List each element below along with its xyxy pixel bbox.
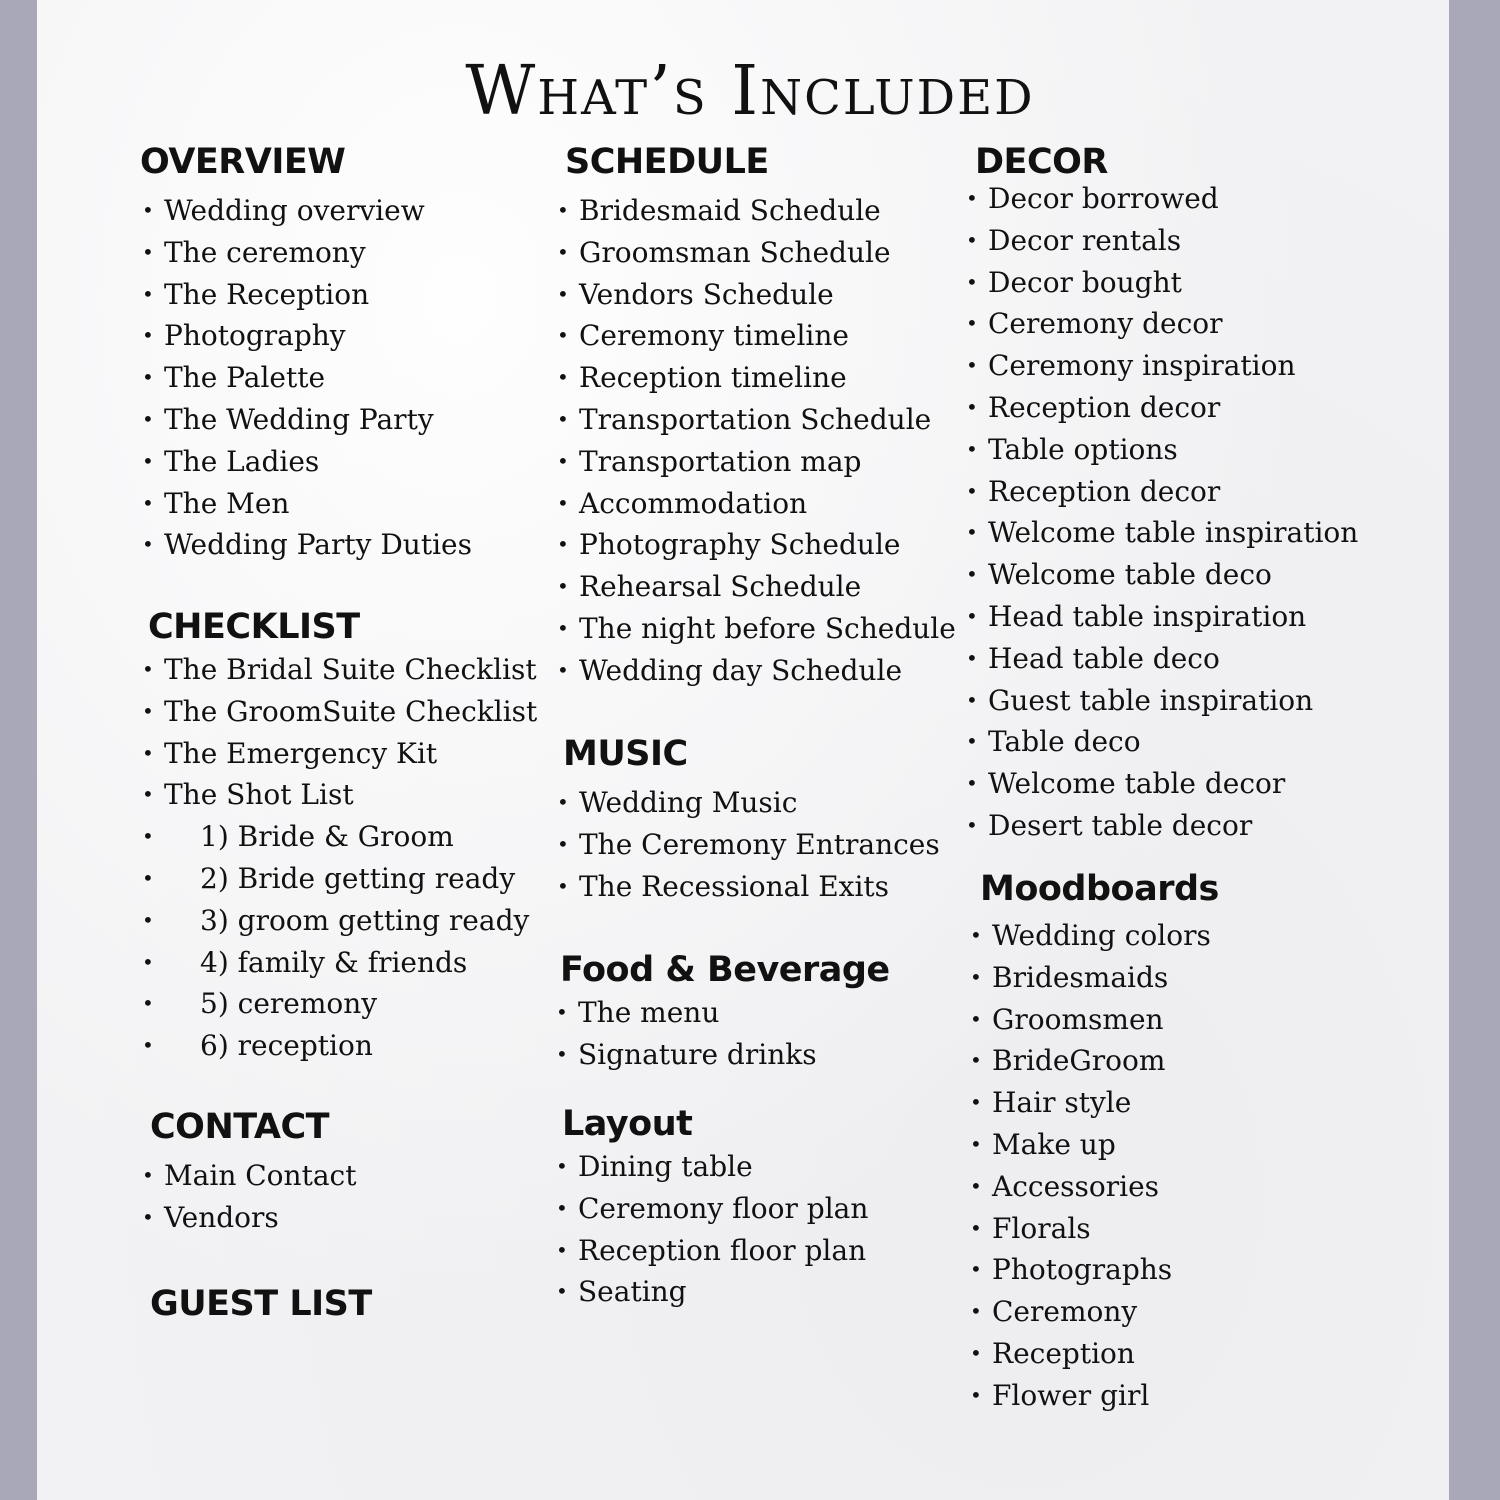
music-heading: MUSIC (563, 734, 688, 774)
list-item: • Groomsmen (968, 999, 1219, 1041)
list-item: • Bridesmaid Schedule (555, 190, 956, 232)
list-item: • Make up (968, 1124, 1219, 1166)
checklist-section (148, 605, 537, 1067)
schedule-heading: SCHEDULE (565, 142, 769, 182)
list-item: • Welcome table inspiration (964, 512, 1358, 554)
list-item: • Signature drinks (554, 1034, 890, 1076)
list-item: • Bridesmaids (968, 957, 1219, 999)
list-item: • BrideGroom (968, 1040, 1219, 1082)
list-item: • 3) groom getting ready (140, 900, 537, 942)
list-item: • Reception decor (964, 387, 1358, 429)
list-item: • Florals (968, 1208, 1219, 1250)
list-item: • Head table deco (964, 638, 1358, 680)
list-item: • The night before Schedule (555, 608, 956, 650)
list-item: • Guest table inspiration (964, 680, 1358, 722)
list-item: • Seating (554, 1271, 868, 1313)
schedule-section (565, 140, 956, 692)
layout-list (554, 1146, 868, 1313)
list-item: • The Wedding Party (140, 399, 472, 441)
food-heading: Food & Beverage (560, 950, 890, 990)
contact-section (150, 1105, 356, 1239)
list-item: • 2) Bride getting ready (140, 858, 537, 900)
overview-section (140, 140, 472, 566)
list-item: • Wedding day Schedule (555, 650, 956, 692)
list-item: • The GroomSuite Checklist (140, 691, 537, 733)
list-item: • 5) ceremony (140, 983, 537, 1025)
layout-section (562, 1102, 868, 1313)
guest-list-section (150, 1282, 372, 1332)
list-item: • Ceremony decor (964, 303, 1358, 345)
list-item: • The Reception (140, 274, 472, 316)
list-item: • The ceremony (140, 232, 472, 274)
layout-heading: Layout (562, 1104, 693, 1144)
list-item: • Main Contact (140, 1155, 356, 1197)
list-item: • The Palette (140, 357, 472, 399)
list-item: • The Bridal Suite Checklist (140, 649, 537, 691)
page-title: What’s Included (465, 52, 1035, 131)
checklist-list (140, 649, 537, 1067)
list-item: • Ceremony (968, 1291, 1219, 1333)
decor-heading: DECOR (975, 142, 1108, 182)
list-item: • The menu (554, 992, 890, 1034)
list-item: • Wedding overview (140, 190, 472, 232)
food-list (554, 992, 890, 1076)
list-item: • Accommodation (555, 483, 956, 525)
list-item: • Ceremony floor plan (554, 1188, 868, 1230)
list-item: • Photographs (968, 1249, 1219, 1291)
list-item: • Wedding colors (968, 915, 1219, 957)
moodboards-list (968, 915, 1219, 1417)
list-item: • Vendors (140, 1197, 356, 1239)
list-item: • Dining table (554, 1146, 868, 1188)
list-item: • Reception decor (964, 471, 1358, 513)
list-item: • Welcome table deco (964, 554, 1358, 596)
list-item: • Ceremony inspiration (964, 345, 1358, 387)
list-item: • The Ceremony Entrances (555, 824, 940, 866)
list-item: • Decor rentals (964, 220, 1358, 262)
moodboards-section (980, 867, 1219, 1417)
list-item: • Vendors Schedule (555, 274, 956, 316)
list-item: • Accessories (968, 1166, 1219, 1208)
list-item: • Table deco (964, 721, 1358, 763)
food-section (560, 948, 890, 1076)
list-item: • Transportation map (555, 441, 956, 483)
contact-heading: CONTACT (150, 1107, 330, 1147)
moodboards-heading: Moodboards (980, 869, 1219, 909)
overview-heading: OVERVIEW (140, 142, 346, 182)
list-item: • Decor bought (964, 262, 1358, 304)
list-item: • The Recessional Exits (555, 866, 940, 908)
list-item: • Groomsman Schedule (555, 232, 956, 274)
list-item: • Wedding Party Duties (140, 524, 472, 566)
list-item: • Transportation Schedule (555, 399, 956, 441)
list-item: • The Emergency Kit (140, 733, 537, 775)
schedule-list (555, 190, 956, 692)
music-list (555, 782, 940, 907)
list-item: • The Men (140, 483, 472, 525)
list-item: • Photography (140, 315, 472, 357)
list-item: • Head table inspiration (964, 596, 1358, 638)
list-item: • 1) Bride & Groom (140, 816, 537, 858)
list-item: • The Shot List (140, 774, 537, 816)
contact-list (140, 1155, 356, 1239)
list-item: • 4) family & friends (140, 942, 537, 984)
guest-list-heading: GUEST LIST (150, 1284, 372, 1324)
decor-section (975, 140, 1358, 847)
list-item: • Ceremony timeline (555, 315, 956, 357)
overview-list (140, 190, 472, 566)
list-item: • Table options (964, 429, 1358, 471)
music-section (563, 732, 940, 907)
list-item: • Welcome table decor (964, 763, 1358, 805)
list-item: • Reception timeline (555, 357, 956, 399)
list-item: • Reception floor plan (554, 1230, 868, 1272)
list-item: • Flower girl (968, 1375, 1219, 1417)
list-item: • Desert table decor (964, 805, 1358, 847)
checklist-heading: CHECKLIST (148, 607, 360, 647)
list-item: • 6) reception (140, 1025, 537, 1067)
list-item: • Wedding Music (555, 782, 940, 824)
list-item: • Photography Schedule (555, 524, 956, 566)
list-item: • Decor borrowed (964, 178, 1358, 220)
list-item: • Hair style (968, 1082, 1219, 1124)
decor-list (964, 178, 1358, 847)
list-item: • The Ladies (140, 441, 472, 483)
list-item: • Reception (968, 1333, 1219, 1375)
list-item: • Rehearsal Schedule (555, 566, 956, 608)
